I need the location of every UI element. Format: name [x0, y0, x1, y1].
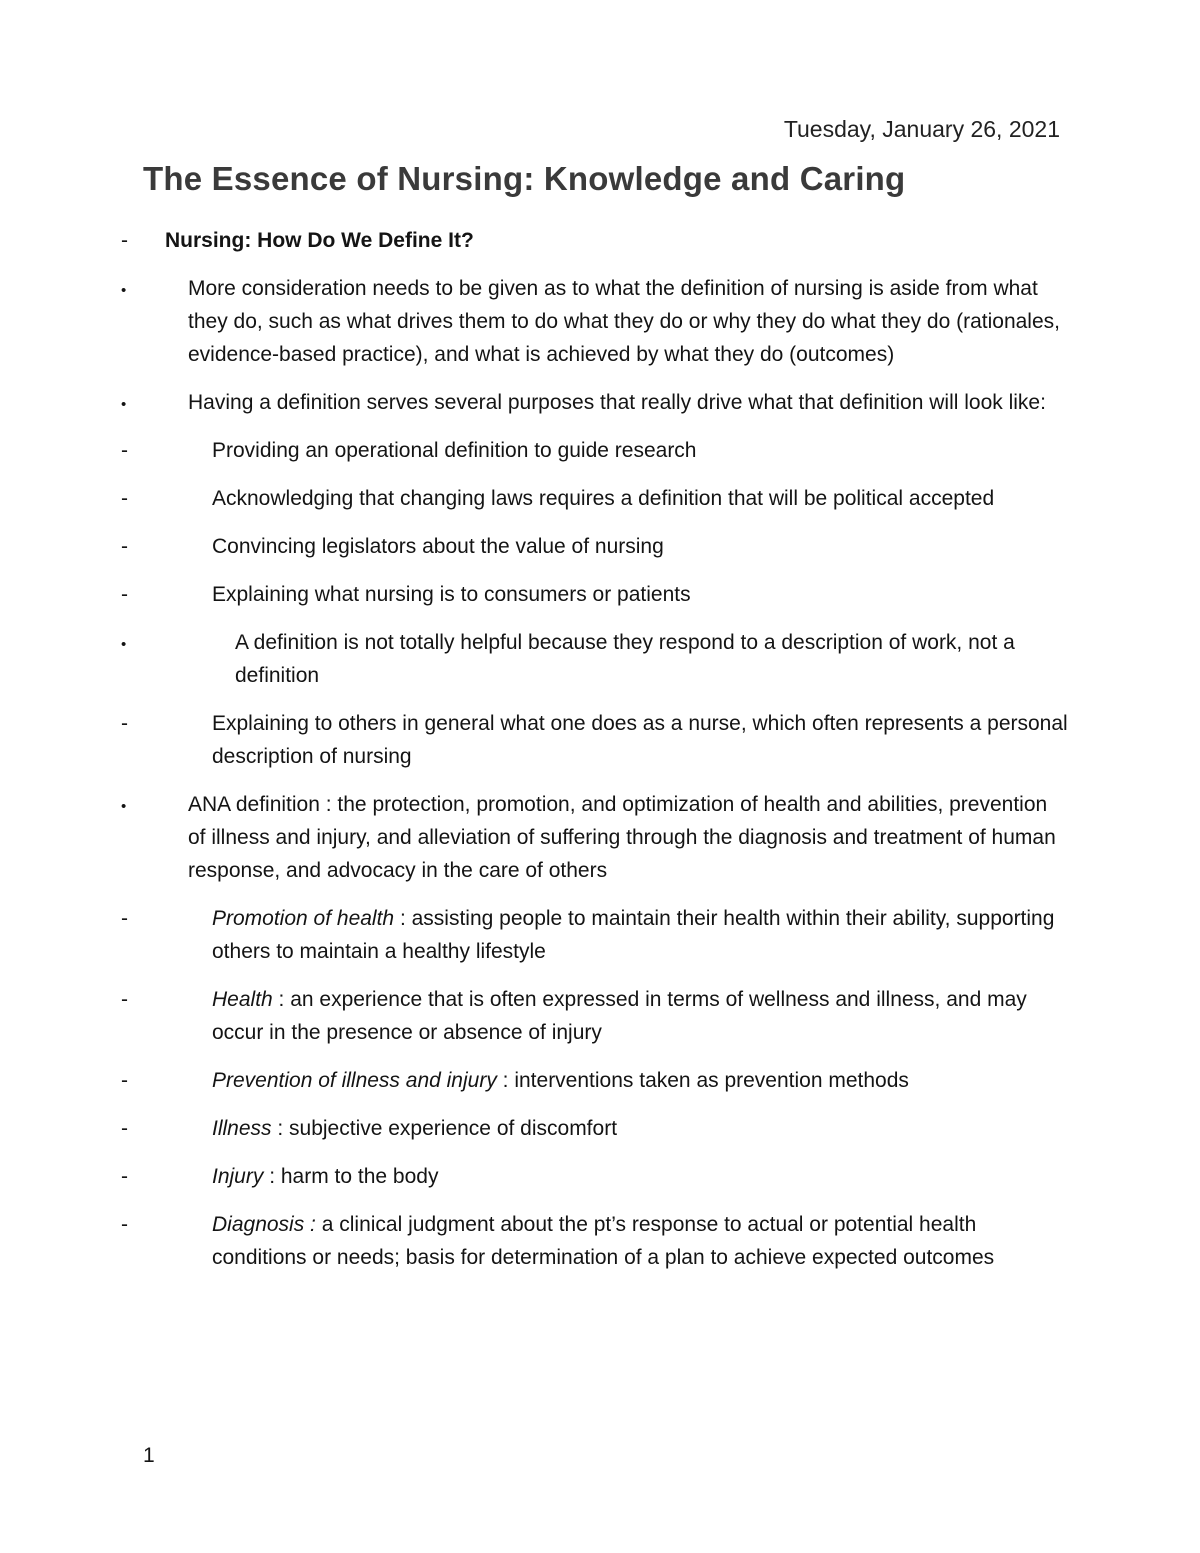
dash-marker: -	[121, 487, 128, 510]
list-item	[121, 626, 1068, 692]
list-item	[121, 386, 1068, 419]
dash-marker: -	[121, 535, 128, 558]
list-item-text: Having a definition serves several purposes that really drive what that definition will look like:	[188, 391, 1046, 414]
list-item-text: Explaining what nursing is to consumers or patients	[212, 583, 691, 606]
term-definition: : assisting people to maintain their health within their ability, supporting others to maintain a healthy lifestyle	[212, 907, 1055, 963]
section-heading-item	[121, 224, 1068, 257]
term-definition: : harm to the body	[263, 1165, 439, 1188]
term-label: Health	[212, 988, 273, 1011]
list-item	[121, 707, 1068, 773]
term-item	[121, 1208, 1068, 1274]
dash-marker: -	[121, 712, 128, 735]
list-item	[121, 482, 1068, 515]
page-title: The Essence of Nursing: Knowledge and Caring	[143, 160, 906, 197]
ana-definition-text: ANA definition : the protection, promotion, and optimization of health and abilities, prevention of illness and injury, and alleviation of suffering through the diagnosis and treatment of human response, and advocacy in the care of others	[188, 793, 1056, 882]
section-heading: Nursing: How Do We Define It?	[165, 229, 474, 252]
term-item	[121, 902, 1068, 968]
dash-marker: -	[121, 1165, 128, 1188]
dash-marker: -	[121, 1213, 128, 1236]
term-label: Illness	[212, 1117, 272, 1140]
list-item-text: A definition is not totally helpful because they respond to a description of work, not a definition	[235, 631, 1015, 687]
dash-marker: -	[121, 1117, 128, 1140]
term-label: Diagnosis :	[212, 1213, 316, 1236]
term-item	[121, 983, 1068, 1049]
list-item	[121, 578, 1068, 611]
term-definition: : an experience that is often expressed in terms of wellness and illness, and may occur in the presence or absence of injury	[212, 988, 1027, 1044]
term-label: Promotion of health	[212, 907, 395, 930]
dash-marker: -	[121, 583, 128, 606]
list-item	[121, 788, 1068, 887]
dash-marker: -	[121, 907, 128, 930]
document-date: Tuesday, January 26, 2021	[783, 116, 1060, 142]
bullet-marker: •	[121, 636, 127, 653]
list-item	[121, 434, 1068, 467]
list-item	[121, 272, 1068, 371]
term-item	[121, 1160, 1068, 1193]
bullet-marker: •	[121, 396, 127, 413]
dash-marker: -	[121, 1069, 128, 1092]
list-item	[121, 530, 1068, 563]
page-number: 1	[143, 1444, 155, 1467]
term-label: Prevention of illness and injury	[212, 1069, 497, 1092]
term-definition: a clinical judgment about the pt’s response to actual or potential health conditions or needs; basis for determination of a plan to achieve expected outcomes	[212, 1213, 995, 1269]
bullet-marker: •	[121, 798, 127, 815]
dash-marker: -	[121, 439, 128, 462]
list-item-text: Explaining to others in general what one does as a nurse, which often represents a personal description of nursing	[212, 712, 1068, 768]
dash-marker: -	[121, 988, 128, 1011]
list-item-text: More consideration needs to be given as to what the definition of nursing is aside from what they do, such as what drives them to do what they do or why they do what they do (rationales, evidence-based practice), and what is achieved by what they do (outcomes)	[188, 277, 1060, 366]
term-label: Injury	[212, 1165, 264, 1188]
term-item	[121, 1064, 1068, 1097]
notes-content	[121, 224, 1068, 1289]
term-definition: : subjective experience of discomfort	[271, 1117, 618, 1140]
term-item	[121, 1112, 1068, 1145]
list-item-text: Acknowledging that changing laws requires a definition that will be political accepted	[212, 487, 995, 510]
bullet-marker: •	[121, 282, 127, 299]
dash-marker: -	[121, 229, 128, 252]
list-item-text: Convincing legislators about the value of nursing	[212, 535, 664, 558]
term-definition: : interventions taken as prevention methods	[496, 1069, 909, 1092]
list-item-text: Providing an operational definition to guide research	[212, 439, 697, 462]
